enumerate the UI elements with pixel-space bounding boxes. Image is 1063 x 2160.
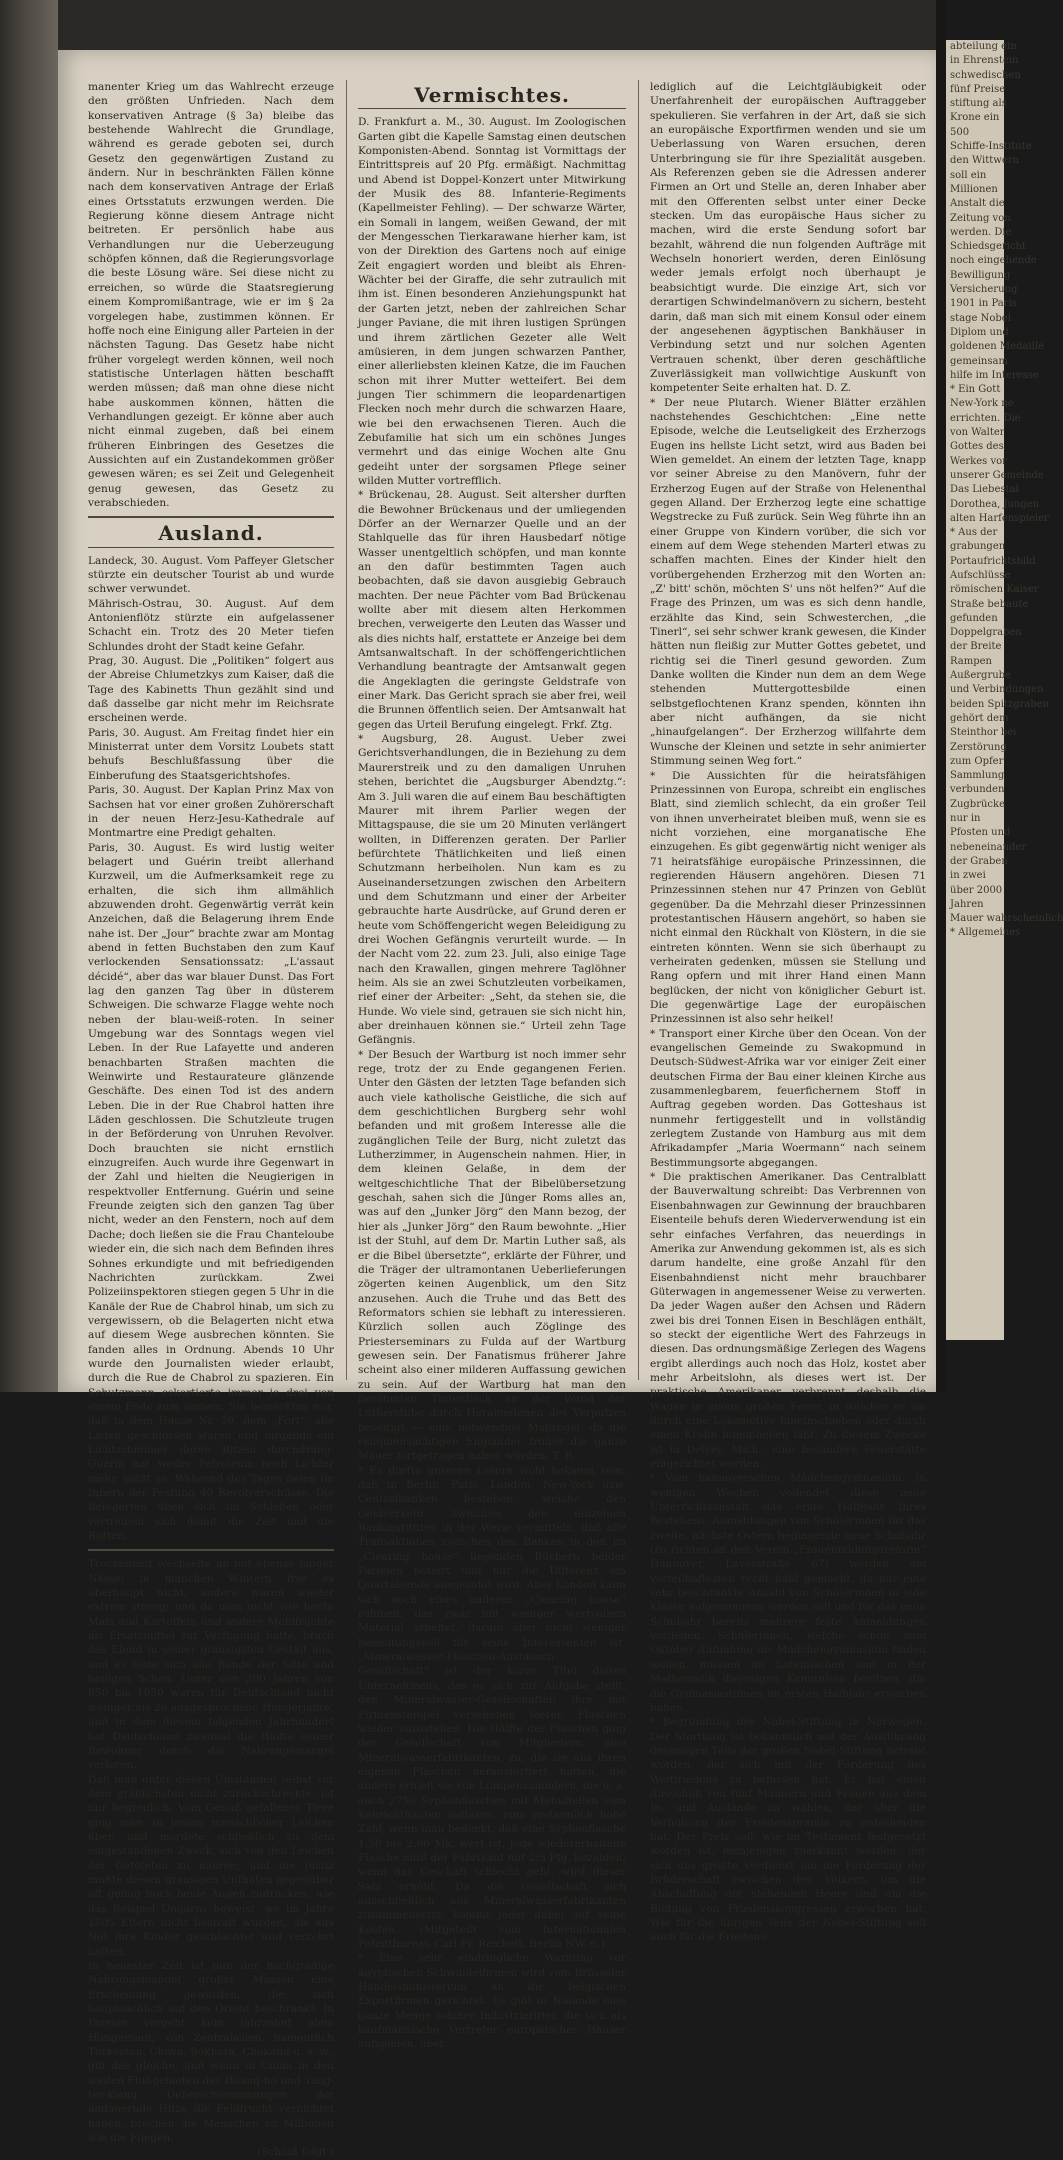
- section-divider: [88, 516, 334, 518]
- facing-page-line: Zerstörung: [950, 741, 1007, 753]
- facing-page-line: schwedischen: [950, 69, 1021, 81]
- facing-page-line: abteilung ein: [950, 41, 1017, 52]
- facing-page-line: Schiedsgericht: [950, 241, 1026, 253]
- book-binding: [0, 0, 58, 1392]
- facing-page-line: zum Opfer: [950, 755, 1004, 767]
- facing-page-line: werden. Die: [950, 226, 1012, 238]
- facing-page-line: alten Harfenspieler: [950, 512, 1049, 524]
- facing-page-line: den Wittwern: [950, 155, 1019, 167]
- continued-note: (Schluß folgt.): [256, 2146, 334, 2159]
- facing-page-line: Schiffe-Institute: [950, 141, 1032, 153]
- facing-page-line: Zugbrücke: [950, 798, 1005, 810]
- facing-page-line: nebeneinander: [950, 841, 1027, 853]
- facing-page-line: Diplom und: [950, 326, 1009, 338]
- facing-page-line: gehört dem: [950, 712, 1009, 724]
- facing-page-line: stage Nobel: [950, 312, 1011, 324]
- news-item: * Begründung der Nobel-Stiftung in Norwegen. Der Storthing ist bekanntlich mit der Ausführung desjenigen Teils der großen Nobel-Stiftung betraut worden, der sich mit der Förderung des Weltfriedens zu befassen hat. Er hat einen Ausschuß von fünf Männern und Frauen aus dem In- und Auslande zu wählen, der über die Verleihung der Friedensprämie zu entscheiden hat. Der Preis soll, wie im Testament festgesetzt worden ist, demjenigen zuerkannt werden, der sich das größte Verdienst um die Förderung der Brüderschaft zwischen den Völkern, um die Abschaffung der stehenden Heere und um die Bildung von Friedenskongressen erworben hat. Wie für die übrigen Teile der Nobel-Stiftung soll auch für die Friedens-: [650, 1716, 926, 1944]
- facing-page-line: fünf Preise: [950, 83, 1006, 95]
- facing-page-line: Krone ein: [950, 112, 1000, 124]
- facing-page-line: * Ein Gott: [950, 384, 1001, 396]
- news-item: Paris, 30. August. Der Kaplan Prinz Max von Sachsen hat vor einer großen Zuhörerschaft in der neuen Herz-Jesu-Kathedrale auf Montmartre eine Predigt gehalten.: [88, 784, 334, 840]
- facing-page-line: Portaufrichtsbild: [950, 555, 1036, 567]
- column-left: [88, 80, 334, 2160]
- facing-page-line: 1901 in Paris: [950, 298, 1017, 310]
- facing-page-line: in zwei: [950, 870, 986, 882]
- facing-page-line: soll ein: [950, 169, 987, 181]
- heading-rule: [358, 108, 626, 109]
- news-item: D. Frankfurt a. M., 30. August. Im Zoologischen Garten gibt die Kapelle Samstag einen deutschen Komponisten-Abend. Sonntag ist Vormittags der Eintrittspreis auf 20 Pfg. ermäßigt. Nachmittag und Abend ist Doppel-Konzert unter Mitwirkung der Musik des 88. Infanterie-Regiments (Kapellmeister Fehling). — Der schwarze Wärter, ein Somali in langem, weißen Gewand, der mit der Mengesschen Tierkarawane hierher kam, ist von der Direktion des Gartens noch auf einige Zeit engagiert worden und bleibt als Ehren-Wächter bei der Giraffe, die sehr zutraulich mit ihm ist. Einen besonderen Anziehungspunkt hat der Garten jetzt, neben der zahlreichen Schar junger Paviane, die mit ihren lustigen Sprüngen und ihrem zärtlichen Gezeter alle Welt amüsieren, in dem jungen schwarzen Panther, einer allerliebsten kleinen Katze, die im Fauchen schon mit ihrer Mutter wetteifert. Bei dem jungen Tier schimmern die leopardenartigen Flecken noch mehr durch die schwarzen Haare, wie bei den erwachsenen Tieren. Auch die Zebufamilie hat sich um ein schönes Junges vermehrt und das einige Wochen alte Gnu gedeiht unter der sorgsamen Pflege seiner wilden Mutter vortrefflich.: [358, 116, 626, 487]
- top-margin-shadow: [58, 0, 936, 50]
- news-item: * Der Besuch der Wartburg ist noch immer sehr rege, trotz der zu Ende gegangenen Ferien. Unter den Gästen der letzten Tage befanden sich auch viele katholische Geistliche, die sich auf dem geschichtlichen Burgberg sehr wohl befanden und mit großem Interesse alle die zugänglichen Teile der Burg, nicht zuletzt das Lutherzimmer, in Augenschein nahmen. Hier, in dem kleinen Gelaße, in dem der weltgeschichtliche That der Bibelübersetzung geschah, sahen sich die Jünger Roms alles an, was auf den „Junker Jörg“ den Mann bezog, der hier als „Junker Jörg“ den Raum bewohnte. „Hier ist der Stuhl, auf dem Dr. Martin Luther saß, als er die Bibel übersetzte“, erklärte der Führer, und die Träger der ultramontanen Ueberlieferungen zögerten keinen Augenblick, um den Sitz anzusehen. Auch die Truhe und das Bett des Reformators schien sie lebhaft zu interessieren. Kürzlich sollen auch Zöglinge des Priesterseminars zu Fulda auf der Wartburg gewesen sein. Der Fanatismus früherer Jahre scheint also einer milderen Auffassung gewichen zu sein. Auf der Wartburg hat man den berühmten Tintenfleck an der Wand der Lutherstube durch Herabnehmen des Verputzes beseitigt — eine notwendige Maßregel, da die reliquiensüchtigen Engländer früher die ganze Mauer fortgetragen haben würden. T. R.: [358, 1048, 626, 1463]
- facing-page-line: Dorothea, Jungen: [950, 498, 1040, 510]
- facing-page-line: grabungen: [950, 541, 1006, 553]
- facing-page-line: Aufschlüsse: [950, 569, 1011, 581]
- facing-page-line: beiden Spitzgraben: [950, 698, 1050, 710]
- news-item: Mährisch-Ostrau, 30. August. Auf dem Antonienflötz stürzte ein aufgelassener Schacht ein. Trotz des 20 Meter tiefen Schlundes droht der Stadt keine Gefahr.: [88, 597, 334, 653]
- feuilleton-divider: [88, 1549, 334, 1551]
- news-item: lediglich auf die Leichtgläubigkeit oder Unerfahrenheit der europäischen Auftraggeber spekulieren. Sie verfahren in der Art, daß sie sich an europäische Exportfirmen wenden und sie um Ueberlassung von Waren ersuchen, deren Unterbringung sie für ihre Spezialität ausgeben. Als Referenzen geben sie die Adressen anderer Firmen an Ort und Stelle an, deren Inhaber aber mit den Offerenten selbst unter einer Decke stecken. Um das europäische Haus sicher zu machen, wird die erste Sendung sofort bar bezahlt, während die nun folgenden Aufträge mit Wechseln honoriert werden, deren Einlösung weder jemals erfolgt noch überhaupt je beabsichtigt wurde. Die einzige Art, sich vor derartigen Schwindelmanövern zu sichern, besteht darin, daß man sich mit einem Konsul oder einem der angesehenen ägyptischen Bankhäuser in Verbindung setzt und nur solchen Agenten Vertrauen schenkt, über deren geschäftliche Zuverlässigkeit man vollwichtige Auskunft von kompetenter Seite erhalten hat. D. Z.: [650, 81, 926, 395]
- facing-page-edge: [946, 40, 1063, 1340]
- facing-page-line: hilfe im Interesse: [950, 369, 1039, 381]
- facing-page-line: Werkes vor: [950, 455, 1007, 467]
- news-item: Landeck, 30. August. Vom Paffeyer Gletscher stürzte ein deutscher Tourist ab und wurde schwer verwundet.: [88, 554, 334, 596]
- facing-page-line: Sammlung: [950, 770, 1005, 782]
- newspaper-page: [58, 50, 936, 2159]
- news-item: * Es dürfte unseren Lesern wohl bekannt sein, daß in Berlin, Paris, London, New-York usw. Centralbanken bestehen, welche den Geldverkehr zwischen den einzelnen Bankinstituten in der Weise vermitteln, daß alle Transaktionen zwischen den Banken in den im „Clearing house“ liegenden Büchern beider Parteien notiert und nur die Differenz am Quartalsende ausgezahlt wird. Aber London kann sich noch eines anderen „Clearing house“ rühmen, das zwar mit weniger wertvollem Material arbeitet, darum aber nicht weniger bedeutungsvoll für seine Interessenten ist. „Mineralwasser-Flaschen-Austausch-Gesellschaft“ ist der kurze Titel dieses Unternehmens, das es sich zur Aufgabe stellt, den Mineralwasser-Gesellschaften ihre mit Firmenstempel versehenen leeren Flaschen wieder zuzustellen. Die Hälfte der Flaschen ging der Gesellschaft von Mitgliedern, also Mineralwasserfabrikanten, zu, die sie aus ihren eigenen Flaschen herausfortiert hatten, die andere erhielt sie von Lumpensammlern, die u. a. auch 2750 Syphonflaschen mit Metallteilen vom Kehrichthaufen auflasen, eine erstaunlich hohe Zahl, wenn man bedenkt, daß eine Syphonflasche 1.50 bis 2.00 Mk. wert ist. Jede wiedererhaltene Flasche muß der Fabrikant mit 2/5 Pfg. bezahlen; wenn das Geschäft schlecht geht, wird dieser Satz erhöht. Da die Gesellschaft sich ausschließlich aus Mineralwasserfabrikanten zusammensetzt, kommt jeder dabei auf seine Kosten. (Mitgeteilt vom Internationalen Patentbureau Carl Fr. Reichelt, Berlin NW. 6.): [358, 1464, 626, 1950]
- facing-page-line: Rampen: [950, 655, 992, 667]
- facing-page-line: stiftung als: [950, 98, 1007, 110]
- facing-page-line: Mauer wahrscheinlich: [950, 913, 1063, 925]
- facing-page-line: über 2000: [950, 884, 1003, 896]
- facing-page-line: gemeinsam: [950, 355, 1008, 367]
- feuilleton-paragraph: In neuester Zeit ist nun der hochgradige Nahrungsmangel großer Massen eine Erscheinung geworden, die sich hauptsächlich auf den Orient beschränkt. In Persien vergeht kein Jahrzehnt ohne Hungersnot; von Zentralasien, namentlich Turkestan, Chiwa, Bokhara, Chokand u. s. w., gilt das gleiche, und wenn in China in den weiten Flußgebieten des Hoang-ho und Yang-tse-kiang Ueberschwemmungen der andauernde Hitze die Feldfrucht vernichtet haben, brechen die Menschen zu Millionen wie die Fliegen.: [88, 1960, 334, 2145]
- facing-page-line: Außergrube: [950, 670, 1011, 682]
- facing-page-line: der Breite: [950, 641, 1002, 653]
- column-middle: [358, 80, 626, 2052]
- facing-page-line: errichten. Die: [950, 412, 1021, 424]
- facing-page-line: * Allgemeines: [950, 927, 1021, 939]
- news-item: * Augsburg, 28. August. Ueber zwei Gerichtsverhandlungen, die in Beziehung zu dem Maurerstreik und zu den damaligen Unruhen stehen, berichtet die „Augsburger Abendztg.“: Am 3. Juli waren die auf einem Bau beschäftigten Maurer mit ihrem Parlier wegen der Mittagspause, die sie um 20 Minuten verlängert wollten, in Differenzen geraten. Der Parlier befürchtete Thätlichkeiten und ließ einen Schutzmann herbeiholen. Nun kam es zu Auseinandersetzungen zwischen den Arbeitern und dem Schutzmann und einer der Arbeiter gebrauchte harte Ausdrücke, auf Grund deren er heute vom Schöffengericht wegen Beleidigung zu drei Wochen Gefängnis verurteilt wurde. — In der Nacht vom 22. zum 23. Juli, also einige Tage nach den Krawallen, gingen mehrere Taglöhner heim. Als sie an zwei Schutzleuten vorbeikamen, rief einer der Arbeiter: „Seht, da stehen sie, die Hunde. Wo viele sind, getrauen sie sich nicht hin, aber dreinhauen können sie.“ Urteil zehn Tage Gefängnis.: [358, 733, 626, 1047]
- column-rule: [346, 80, 347, 1380]
- news-item: * Brückenau, 28. August. Seit altersher durften die Bewohner Brückenaus und der umliegenden Dörfer an der Wernarzer Quelle und an der Stahlquelle das für ihren Hausbedarf nötige Wasser unentgeltlich schöpfen, und man konnte an den dafür bestimmten Tagen auch beobachten, daß sie davon ausgiebig Gebrauch machten. Der neue Pächter vom Bad Brückenau wollte aber mit diesem alten Herkommen brechen, verweigerte den Leuten das Wasser und als dies nichts half, erstattete er Anzeige bei dem Amtsanwaltschaft. In der schöffengerichtlichen Verhandlung beantragte der Amtsanwalt gegen die Angeklagten die geringste Geldstrafe von einer Mark. Das Gericht sprach sie aber frei, weil die Brunnen öffentlich seien. Der Amtsanwalt hat gegen das Urteil Berufung eingelegt. Frkf. Ztg.: [358, 489, 626, 731]
- news-item: * Der neue Plutarch. Wiener Blätter erzählen nachstehendes Geschichtchen: „Eine nette Episode, welche die Leutseligkeit des Erzherzogs Eugen ins hellste Licht setzt, wird aus Baden bei Wien gemeldet. An einem der letzten Tage, knapp vor seiner Abreise zu den Manövern, fuhr der Erzherzog Eugen auf der Straße von Helenenthal gegen Alland. Der Erzherzog legte eine schattige Wegstrecke zu Fuß zurück. Sein Weg führte ihn an einer Gruppe von Kindern vorüber, die sich vor einem auf dem Wege stehenden Marterl etwas zu schaffen machten. Eines der Kinder hielt den vorübergehenden Erzherzog mit den Worten an: „Z' bitt' schön, möchten S' uns nöt helfen?“ Auf die Frage des Prinzen, um was es sich denn handle, erzählte das Kind, sein Schwesterchen, „die Tinerl“, sei sehr schwer krank gewesen, die Kinder hätten nun fleißig zur Mutter Gottes gebetet, und richtig sei die Tinerl gesund geworden. Zum Danke wollten die Kinder nun dem an dem Wege stehenden Muttergottesbilde einen selbstgeflochtenen Kranz spenden, könnten ihn aber nicht aufhängen, da sie nicht „hinaufgelangen“. Der Erzherzog willfahrte dem Wunsche der Kleinen und setzte in sehr animierter Stimmung seinen Weg fort.“: [650, 396, 926, 768]
- facing-page-line: Versicherung: [950, 284, 1018, 296]
- book-spine: [936, 0, 946, 1392]
- facing-page-line: von Walter: [950, 427, 1005, 439]
- news-item: Paris, 30. August. Es wird lustig weiter belagert und Guérin treibt allerhand Kurzweil, um die Aufmerksamkeit rege zu erhalten, die sich ihm allmählich abzuwenden droht. Gegenwärtig verrät kein Anzeichen, daß die Belagerung ihrem Ende nahe ist. Der „Jour“ brachte zwar am Montag abend in fetten Buchstaben den zum Kauf verlockenden Sensationssatz: „L'assaut décidé“, aber das war blauer Dunst. Das Fort lag den ganzen Tag über in düsterem Schweigen. Die schwarze Flagge wehte noch neben der blau-weiß-roten. In seiner Umgebung war des Sonntags wegen viel Leben. In der Rue Lafayette und anderen benachbarten Straßen machten die Weinwirte und Restaurateure glänzende Geschäfte. Des einen Tod ist des andern Leben. Die in der Rue Chabrol hatten ihre Läden geschlossen. Die Schutzleute trugen in der Beförderung von Unruhen Revolver. Doch brauchten sie nicht ernstlich einzugreifen. Auch wurde ihre Gegenwart in der Zahl und hielten die Neugierigen in respektvoller Entfernung. Guérin und seine Freunde zeigten sich den ganzen Tag über nicht, weder an den Fenstern, noch auf dem Dache; doch ließen sie die Frau Chanteloube wieder ein, die sich nach dem Befinden ihres Sohnes erkundigte und mit befriedigenden Nachrichten zurückkam. Zwei Polizeiinspektoren stiegen gegen 5 Uhr in die Kanäle der Rue de Chabrol hinab, um sich zu vergewissern, ob die Belagerten nicht etwa auf diesem Wege ausbrechen könnten. Sie fanden alles in Ordnung. Abends 10 Uhr wurde den Journalisten wieder erlaubt, durch die Rue de Chabrol zu spazieren. Ein Schutzmann eskortierte immer je drei von einem Ende zum andern. Sie bemerkten nur, daß in dem Hause Nr. 50, dem „Fort“, alle Läden geschlossen waren und nirgends ein Lichtschimmer deren Ritzen durchdrang. Guérin hat weder Petroleum noch Lichter mehr, heißt es. Während des Tages fielen im Innern der Festung 40 Revolverschüsse. Die Belagerten üben sich im Schießen oder vertreiben sich damit die Zeit und die Ratten.: [88, 841, 334, 1543]
- news-item: * Transport einer Kirche über den Ocean. Von der evangelischen Gemeinde zu Swakopmund in Deutsch-Südwest-Afrika war vor einiger Zeit einer deutschen Firma der Bau einer kleinen Kirche aus zusammenlegbarem, feuerfichernem Stoff in Auftrag gegeben worden. Das Gotteshaus ist nunmehr fertiggestellt und in vollständig zerlegtem Zustande von Hamburg aus mit dem Afrikadampfer „Maria Woermann“ nach seinem Bestimmungsorte abgegangen.: [650, 1027, 926, 1169]
- section-heading-vermischtes: Vermischtes.: [414, 83, 570, 107]
- news-item: * Die praktischen Amerikaner. Das Centralblatt der Bauverwaltung schreibt: Das Verbrennen von Eisenbahnwagen zur Gewinnung der brauchbaren Eisenteile behufs deren Wiederverwendung ist ein sehr einfaches Verfahren, das neuerdings in Amerika zur Anwendung gekommen ist, als es sich darum handelte, eine große Anzahl für den Eisenbahndienst nicht mehr brauchbarer Güterwagen in angemessener Weise zu verwerten. Da jeder Wagen außer den Achsen und Rädern zwei bis drei Tonnen Eisen in Beschlägen enthält, so steckt der eigentliche Wert des Fahrzeugs in diesen. Das ordnungsmäßige Zerlegen des Wagens ergibt allerdings auch noch das Holz, kostet aber mehr Arbeitslohn, als dieses wert ist. Der praktische Amerikaner verbrennt deshalb die Wagen in einem großen Feuer, in welches er sie durch eine Lokomotive hineinschieben oder durch einen Krahn hineinheben läßt. Zu diesem Zwecke ist in Delvey, Mich., eine besondere Feuerstätte eingerichtet worden.: [650, 1171, 926, 1470]
- facing-page-line: unserer Gemeinde: [950, 469, 1044, 481]
- facing-page-line: Bewilligung: [950, 269, 1011, 281]
- facing-page-line: Anstalt die: [950, 198, 1005, 210]
- facing-page-line: in Ehrenstein: [950, 55, 1019, 67]
- facing-page-line: * Aus der: [950, 527, 998, 539]
- facing-page-text: [950, 40, 1063, 941]
- facing-page-line: gefunden: [950, 612, 998, 624]
- facing-page-line: 500: [950, 126, 970, 138]
- facing-page-line: verbunden: [950, 784, 1005, 796]
- facing-page-line: und Verbindungen: [950, 684, 1044, 696]
- facing-page-line: nur in: [950, 813, 981, 825]
- facing-page-line: goldenen Medaille: [950, 341, 1044, 353]
- wahlrecht-article-continuation: manenter Krieg um das Wahlrecht erzeuge den größten Unfrieden. Nach dem konservativen Antrage (§ 3a) bleibe das bestehende Wahlrecht die Grundlage, während es gerade geboten sei, durch Gesetz den gegenwärtigen Zustand zu ändern. Nur in beschränkten Fällen könne nach dem konservativen Antrage der Erlaß eines Ortsstatuts erzwungen werden. Die Regierung könne diesem Antrage nicht beitreten. Er persönlich habe aus Verhandlungen nur die Ueberzeugung schöpfen können, daß die Regierungsvorlage die beste Lösung wäre. Sei diese nicht zu erreichen, so würde die Staatsregierung einem Kompromißantrage, wie er im § 2a vorgelegen habe, zustimmen können. Er hoffe noch eine Einigung aller Parteien in der nächsten Tagung. Das Gesetz habe nicht früher vorgelegt werden können, weil noch statistische Unterlagen hätten beschafft werden müssen; daß man ohne diese nicht habe auskommen können, hätten die Verhandlungen gezeigt. Er könne aber auch nicht einmal zugeben, daß bei einem früheren Einbringen des Gesetzes die Aussichten auf ein Zustandekommen größer gewesen wären; es sei Zeit und Gelegenheit genug gewesen, das Gesetz zu verabschieden.: [88, 81, 334, 509]
- facing-page-line: Doppelgraben: [950, 627, 1022, 639]
- facing-page-line: Gottes des: [950, 441, 1004, 453]
- facing-page-line: Millionen: [950, 183, 998, 195]
- news-item: Paris, 30. August. Am Freitag findet hier ein Ministerrat unter dem Vorsitz Loubets statt behufs Beschlußfassung über die Einberufung des Staatsgerichtshofes.: [88, 726, 334, 782]
- heading-rule: [88, 547, 334, 548]
- facing-page-line: der Graben: [950, 855, 1008, 867]
- news-item: * Eine sehr eindringliche Warnung vor ägyptischen Schwindelfirmen wird vom Brüsseler Handelsministerium an die belgischen Exportfirmen gerichtet. Es gibt in Nillande eine ganze Menge solcher Industrieritter, die sich als kaufmännische Vertreter europäischer Häuser aufspielen, aber: [358, 1952, 626, 2051]
- facing-page-line: Zeitung von: [950, 212, 1011, 224]
- feuilleton-paragraph: Daß man unter diesen Umständen selbst vor dem gräßlichsten nicht zurückschreckte, ist nur begreiflich. Vom Genuß gefallener Tiere ging man zu jenem menschlicher Leichen über, und mordete schließlich zu dem eingestandenen Zweck, sich von den Leichen der Getöteten zu nähren; und die Justiz mußte diesen grausigen Unthaten gegenüber oft genug noch beide Augen zudrücken, wie das Beispiel Ungarns beweist, wo im Jahre 1505 Eltern nicht bestraft wurden, die aus Not ihre Kinder geschlachtet und verzehrt hatten.: [88, 1773, 334, 1958]
- news-item: Prag, 30. August. Die „Politiken“ folgert aus der Abreise Chlumetzkys zum Kaiser, daß die Tage des Kabinetts Thun gezählt sind und daß dasselbe gar nicht mehr im Reichsrate erscheinen werde.: [88, 655, 334, 725]
- column-rule: [638, 80, 639, 1380]
- feuilleton-paragraph: Trockenheit wechselte ab mit ebenso langer Nässe; in manchen Wintern fror es überhaupt nicht, andere waren wieder extrem streng; und da man nicht wie heute Mais und Kartoffeln und andere Mehlfrüchte als Ersatzmittel zur Verfügung hatte, brach das Elend in seiner grausigsten Gestalt aus, und es löste sich alle Bande der Sitte und heiligen Scheu. Unter den 200 Jahren von 850 bis 1050 waren für Deutschland nicht weniger als 26 ausgesprochene Hungerjahre, und in dem diesem folgenden Jahrhundert hat Deutschland zweimal die Hälfte seiner Bewohner durch die Nahrungsmangel verloren.: [88, 1558, 334, 1772]
- facing-page-line: Jahren: [950, 898, 984, 910]
- section-heading-ausland: Ausland.: [158, 521, 264, 546]
- news-item: * Vom hannoverschen Mädchengymnasium. In wenigen Wochen vollendet diese neue Unterrichtsanstalt das erste Halbjahr ihres Bestehens. Anmeldungen von Schülerinnen für das zweite, nächste Ostern beginnende neue Schuljahr (zu richten an den Verein „Frauenbildungsreform“ Hannover, Lavesstraße 67) werden am vorteilhaftesten recht bald gemacht, da nur eine sehr beschränkte Anzahl von Schülerinnen in jede Klasse aufgenommen werden soll und für das neue Schuljahr bereits mehrere feste Anmeldungen vorliegen. Schülerinnen, welche schon zum Oktober Aufnahme ins Mädchengymnasium finden wollen, müssen im Lateinischen und in der Mathematik diejenigen Kenntnisse besitzen, die die Gymnasiastinnen im ersten Halbjahr erworben haben.: [650, 1472, 926, 1714]
- facing-page-line: römischen Kaiser: [950, 584, 1039, 596]
- facing-page-line: noch eingehende: [950, 255, 1037, 267]
- facing-page-line: New-York ne: [950, 398, 1014, 410]
- facing-page-line: Straße bebaute: [950, 598, 1029, 610]
- facing-page-line: Steinthor bei: [950, 727, 1017, 739]
- news-item: * Die Aussichten für die heiratsfähigen Prinzessinnen von Europa, schreibt ein englisches Blatt, sind ziemlich schlecht, da ein großer Teil von ihnen unverheiratet bleiben muß, wenn sie es nicht vorziehen, eine morganatische Ehe einzugehen. Es gibt gegenwärtig nicht weniger als 71 heiratsfähige europäische Prinzessinnen, die regierenden Häusern angehören. Diesen 71 Prinzessinnen stehen nur 47 Prinzen von Geblüt gegenüber. Da die Mehrzahl dieser Prinzessinnen protestantischen Häusern angehört, so haben sie nicht einmal den Rückhalt von Klöstern, in die sie eintreten könnten. Wenn sie sich überhaupt zu verheiraten gedenken, müssen sie Stellung und Rang opfern und mit ihrer Hand einen Mann beglücken, der nicht von königlicher Geburt ist. Die gegenwärtige Lage der europäischen Prinzessinnen ist also sehr heikel!: [650, 769, 926, 1026]
- column-right: [650, 80, 926, 1945]
- facing-page-line: Pfosten und: [950, 827, 1011, 839]
- facing-page-line: Das Liebestal: [950, 484, 1019, 496]
